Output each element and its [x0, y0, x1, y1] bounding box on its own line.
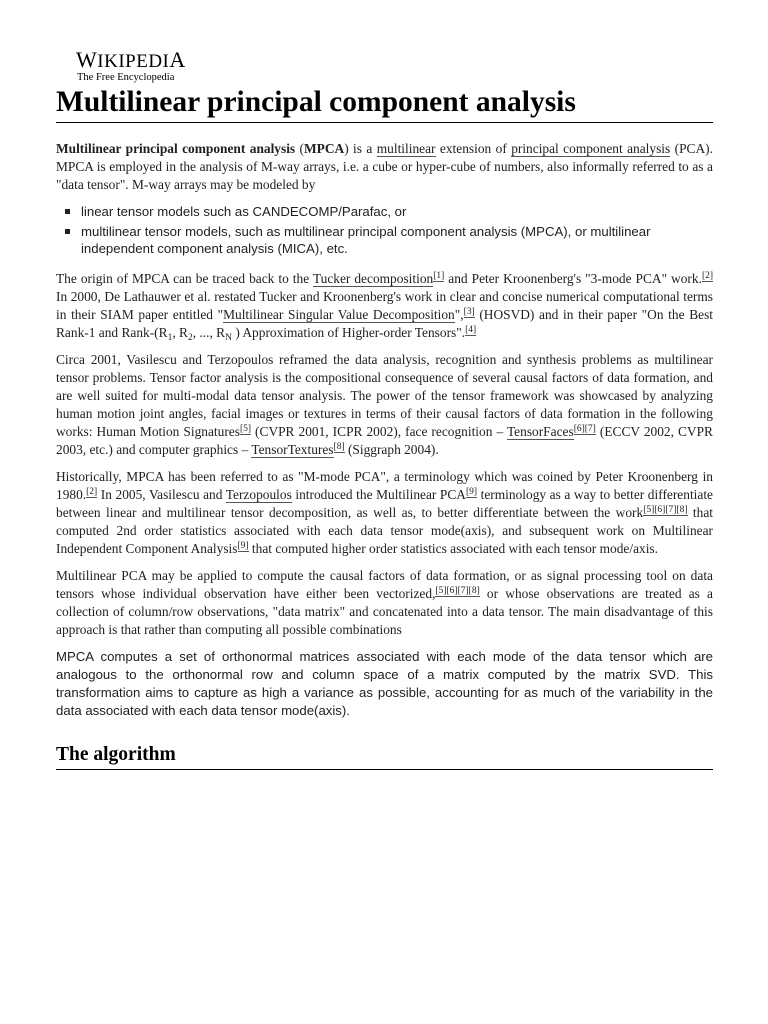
model-list: [56, 203, 713, 257]
bold-term: Multilinear principal component analysis: [56, 141, 296, 156]
wikipedia-logo[interactable]: [76, 47, 226, 84]
computation-paragraph: MPCA computes a set of orthonormal matrices associated with each mode of the data tensor which are analogous to the orthonormal row and column space of a matrix computed by the matrix SVD. This transformation aims to capture as high a variance as possible, accounting for as much of the variability in the data associated with each data tensor mode(axis).: [56, 649, 713, 718]
list-item: multilinear tensor models, such as multilinear principal component analysis (MPCA), or multilinear independent component analysis (MICA), etc.: [81, 223, 713, 257]
page-title: Multilinear principal component analysis: [56, 84, 713, 123]
ref-5[interactable]: [5]: [435, 586, 447, 596]
link-principal-component-analysis[interactable]: principal component analysis: [511, 141, 671, 156]
link-tucker-decomposition[interactable]: Tucker decomposition: [312, 271, 434, 286]
ref-6[interactable]: [6]: [573, 424, 585, 434]
ref-5[interactable]: [5]: [643, 505, 655, 515]
link-multilinear[interactable]: multilinear: [376, 141, 436, 156]
application-paragraph: Multilinear PCA may be applied to compute the causal factors of data formation, or as signal processing tool on data tensors whose individual observation have either been vectorized,[5][6][7][8] or whose observations are treated as a collection of column/row observations, "data matrix" and concatenated into a data tensor. The main disadvantage of this approach is that rather than computing all possible combinations: [56, 568, 713, 637]
ref-5[interactable]: [5]: [239, 424, 252, 434]
link-multilinear-svd[interactable]: Multilinear Singular Value Decomposition: [223, 307, 455, 322]
bullet-icon: [65, 229, 70, 234]
list-item: linear tensor models such as CANDECOMP/Parafac, or: [81, 203, 713, 220]
ref-3[interactable]: [3]: [463, 307, 475, 317]
ref-2[interactable]: [2]: [86, 487, 98, 497]
ref-4[interactable]: [4]: [465, 325, 477, 335]
ref-8[interactable]: [8]: [333, 442, 345, 452]
article-body: [56, 140, 713, 770]
link-terzopoulos[interactable]: Terzopoulos: [225, 487, 292, 502]
ref-7[interactable]: [7]: [457, 586, 469, 596]
section-heading-algorithm: The algorithm: [56, 742, 713, 770]
logo-tagline: The Free Encyclopedia: [77, 72, 175, 83]
bold-abbr: MPCA: [304, 141, 345, 156]
ref-9[interactable]: [9]: [237, 541, 249, 551]
origin-paragraph: The origin of MPCA can be traced back to the Tucker decomposition[1] and Peter Kroonenberg's "3-mode PCA" work.[2] In 2000, De Lathauwer et al. restated Tucker and Kroonenberg's work in clear and concise numerical computational terms in their SIAM paper entitled "Multilinear Singular Value Decomposition",[3] (HOSVD) and in their paper "On the Best Rank-1 and Rank-($R_1$, $R_2$, ..., $R_N$ ) Approximation of Higher-order Tensors".[4]: [56, 271, 714, 343]
terminology-paragraph: Historically, MPCA has been referred to as "M-mode PCA", a terminology which was coined by Peter Kroonenberg in 1980.[2] In 2005, Vasilescu and Terzopoulos introduced the Multilinear PCA[9] terminology as a way to better differentiate between linear and multilinear tensor decomposition, as well as, to better differentiate between the work[5][6][7][8] that computed 2nd order statistics associated with each data tensor mode(axis), and subsequent work on Multilinear Independent Component Analysis[9] that computed higher order statistics associated with each tensor mode/axis.: [56, 469, 713, 556]
ref-8[interactable]: [8]: [676, 505, 688, 515]
logo-wordmark: WIKIPEDIA: [76, 47, 186, 72]
ref-7[interactable]: [7]: [584, 424, 596, 434]
history-paragraph: Circa 2001, Vasilescu and Terzopoulos reframed the data analysis, recognition and synthesis problems as multilinear tensor problems. Tensor factor analysis is the compositional consequence of several causal factors of data formation, and are well suited for multi-modal data tensor analysis. The power of the tensor framework was showcased by analyzing human motion joint angles, facial images or textures in terms of their causal factors of data formation in the following works: Human Motion Signatures[5] (CVPR 2001, ICPR 2002), face recognition – TensorFaces[6][7] (ECCV 2002, CVPR 2003, etc.) and computer graphics – TensorTextures[8] (Siggraph 2004).: [56, 352, 713, 457]
ref-1[interactable]: [1]: [433, 271, 445, 281]
ref-7[interactable]: [7]: [665, 505, 677, 515]
ref-9[interactable]: [9]: [465, 487, 478, 497]
ref-8[interactable]: [8]: [468, 586, 480, 596]
link-tensorfaces[interactable]: TensorFaces: [506, 424, 574, 439]
intro-paragraph: Multilinear principal component analysis (MPCA) is a multilinear extension of principal component analysis (PCA). MPCA is employed in the analysis of M-way arrays, i.e. a cube or hyper-cube of numbers, also informally referred to as a "data tensor". M-way arrays may be modeled by: [56, 141, 713, 192]
ref-6[interactable]: [6]: [654, 505, 666, 515]
ref-2[interactable]: [2]: [701, 271, 714, 281]
bullet-icon: [65, 209, 70, 214]
ref-6[interactable]: [6]: [446, 586, 458, 596]
link-tensortextures[interactable]: TensorTextures: [251, 442, 334, 457]
